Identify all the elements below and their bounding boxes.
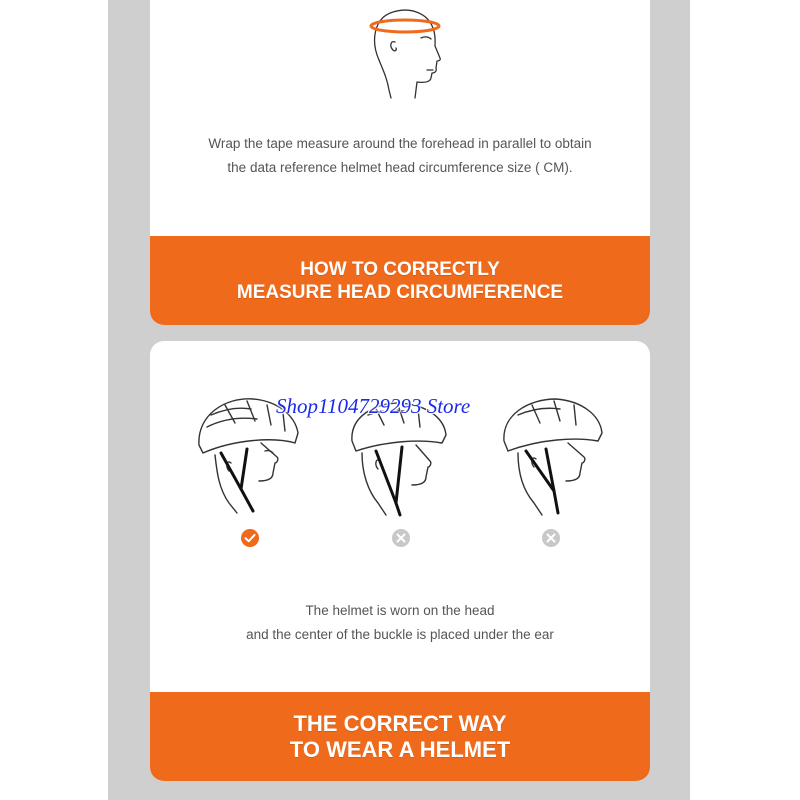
measure-instruction-line-2: the data reference helmet head circumference size ( CM). — [227, 160, 573, 175]
head-with-tape-measure-icon — [365, 2, 445, 102]
measure-instruction — [150, 132, 650, 180]
wear-instruction — [150, 599, 650, 647]
measure-instruction-line-1: Wrap the tape measure around the forehead in parallel to obtain — [208, 136, 592, 151]
wear-instruction-line-1: The helmet is worn on the head — [305, 603, 495, 618]
measure-card — [150, 0, 650, 325]
x-circle-icon — [541, 528, 561, 548]
measure-banner — [150, 236, 650, 325]
measure-banner-line-2: MEASURE HEAD CIRCUMFERENCE — [236, 281, 564, 303]
wear-banner-line-1: THE CORRECT WAY — [293, 710, 507, 736]
wear-banner — [150, 692, 650, 781]
wear-banner-line-2: TO WEAR A HELMET — [289, 736, 511, 762]
x-circle-icon — [391, 528, 411, 548]
measure-banner-line-1: HOW TO CORRECTLY — [300, 258, 500, 280]
wear-instruction-line-2: and the center of the buckle is placed under the ear — [246, 627, 554, 642]
helmet-incorrect-illustration-2 — [500, 395, 610, 517]
check-circle-icon — [240, 528, 260, 548]
store-watermark: Shop1104729293 Store — [276, 394, 471, 418]
